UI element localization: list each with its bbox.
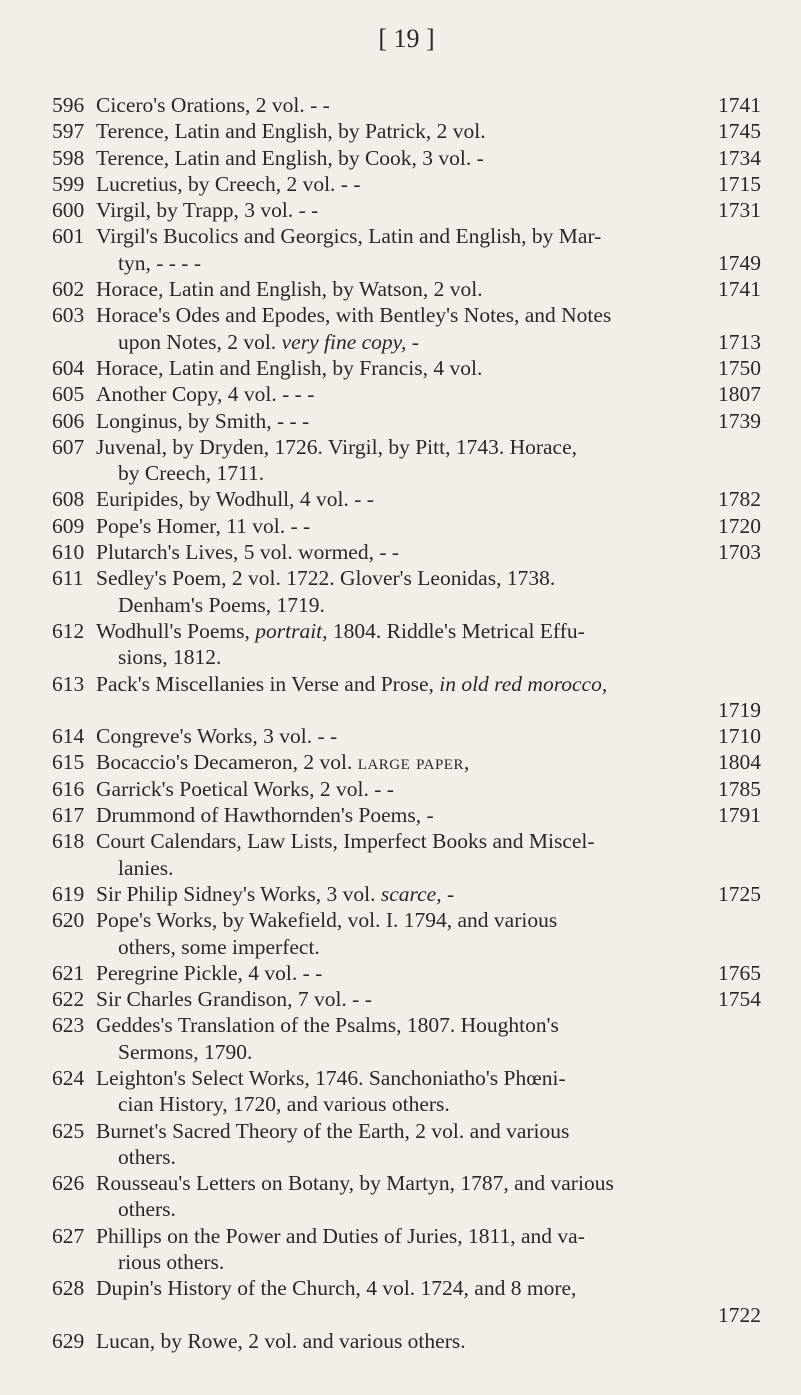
lot-description: Drummond of Hawthornden's Poems, - bbox=[96, 803, 434, 828]
list-item bbox=[52, 302, 761, 355]
lot-description: Court Calendars, Law Lists, Imperfect Books and Miscel- bbox=[96, 829, 595, 854]
lot-number: 604 bbox=[52, 355, 85, 380]
lot-year: 1713 bbox=[718, 329, 761, 354]
lot-number: 606 bbox=[52, 408, 85, 433]
list-item bbox=[52, 1170, 761, 1223]
lot-number: 598 bbox=[52, 145, 85, 170]
list-item bbox=[52, 1118, 761, 1171]
lot-number: 612 bbox=[52, 618, 85, 643]
lot-number: 627 bbox=[52, 1223, 85, 1248]
lot-year: 1804 bbox=[718, 750, 761, 775]
text-run: 1804. Riddle's Metrical Effu- bbox=[327, 618, 585, 643]
lot-description: Another Copy, 4 vol. - - - bbox=[96, 382, 315, 407]
list-item bbox=[52, 960, 761, 986]
lot-number: 601 bbox=[52, 224, 85, 249]
lot-number: 613 bbox=[52, 671, 85, 696]
lot-year: 1731 bbox=[718, 198, 761, 223]
lot-description: Juvenal, by Dryden, 1726. Virgil, by Pitt, 1743. Horace, bbox=[96, 434, 578, 459]
small-caps-note: large paper, bbox=[357, 750, 470, 775]
lot-year: 1741 bbox=[718, 277, 761, 302]
list-item bbox=[52, 355, 761, 381]
lot-year: 1739 bbox=[718, 408, 761, 433]
list-item bbox=[52, 1275, 761, 1328]
lot-description-cont: Sermons, 1790. bbox=[118, 1039, 253, 1064]
lot-year: 1725 bbox=[718, 881, 761, 906]
lot-description: Pope's Homer, 11 vol. - - bbox=[96, 513, 311, 538]
lot-description-cont: others. bbox=[118, 1144, 176, 1169]
list-item bbox=[52, 92, 761, 118]
lot-description-cont: lanies. bbox=[118, 855, 174, 880]
lot-description: Virgil's Bucolics and Georgics, Latin and English, by Mar- bbox=[96, 224, 602, 249]
lot-year: 1710 bbox=[718, 724, 761, 749]
list-item bbox=[52, 802, 761, 828]
list-item bbox=[52, 513, 761, 539]
lot-number: 619 bbox=[52, 881, 85, 906]
lot-number: 623 bbox=[52, 1013, 85, 1038]
list-item bbox=[52, 565, 761, 618]
lot-description: Sedley's Poem, 2 vol. 1722. Glover's Leonidas, 1738. bbox=[96, 566, 556, 591]
lot-number: 609 bbox=[52, 513, 85, 538]
text-run: Sir Philip Sidney's Works, 3 vol. bbox=[96, 881, 381, 906]
lot-year: 1782 bbox=[718, 487, 761, 512]
list-item bbox=[52, 539, 761, 565]
lot-number: 628 bbox=[52, 1276, 85, 1301]
lot-number: 626 bbox=[52, 1171, 85, 1196]
list-item bbox=[52, 618, 761, 671]
lot-description: Terence, Latin and English, by Cook, 3 vol. - bbox=[96, 145, 484, 170]
italic-note: in old red morocco, bbox=[439, 671, 608, 696]
lot-year: 1750 bbox=[718, 355, 761, 380]
list-item bbox=[52, 1065, 761, 1118]
list-item bbox=[52, 408, 761, 434]
list-item bbox=[52, 1223, 761, 1276]
lot-number: 597 bbox=[52, 119, 85, 144]
list-item bbox=[52, 723, 761, 749]
list-item bbox=[52, 1328, 761, 1354]
lot-description: Horace, Latin and English, by Francis, 4 vol. bbox=[96, 355, 483, 380]
text-run: - bbox=[406, 329, 419, 354]
lot-description-cont: cian History, 1720, and various others. bbox=[118, 1092, 450, 1117]
list-item bbox=[52, 828, 761, 881]
lot-year: 1722 bbox=[718, 1302, 761, 1327]
lot-description: Rousseau's Letters on Botany, by Martyn, 1787, and various bbox=[96, 1171, 614, 1196]
lot-description: Leighton's Select Works, 1746. Sanchoniatho's Phœni- bbox=[96, 1065, 566, 1090]
lot-number: 596 bbox=[52, 93, 85, 117]
list-item bbox=[52, 776, 761, 802]
lot-description: Horace's Odes and Epodes, with Bentley's Notes, and Notes bbox=[96, 303, 612, 328]
lot-number: 603 bbox=[52, 303, 85, 328]
lot-year: 1765 bbox=[718, 960, 761, 985]
lot-number: 608 bbox=[52, 487, 85, 512]
lot-number: 620 bbox=[52, 908, 85, 933]
lot-description: Cicero's Orations, 2 vol. - - bbox=[96, 93, 330, 117]
page-number: [ 19 ] bbox=[378, 24, 435, 53]
lot-description: Plutarch's Lives, 5 vol. wormed, - - bbox=[96, 540, 400, 565]
lot-description: Euripides, by Wodhull, 4 vol. - - bbox=[96, 487, 374, 512]
lot-description-cont: tyn, - - - - bbox=[118, 250, 201, 275]
lot-description: Pope's Works, by Wakefield, vol. I. 1794, and various bbox=[96, 908, 558, 933]
lot-number: 624 bbox=[52, 1065, 85, 1090]
italic-note: scarce, bbox=[380, 881, 442, 906]
lot-year: 1754 bbox=[718, 987, 761, 1012]
lot-description: Peregrine Pickle, 4 vol. - - bbox=[96, 960, 323, 985]
list-item bbox=[52, 1012, 761, 1065]
list-item bbox=[52, 749, 761, 775]
list-item bbox=[52, 907, 761, 960]
lot-description bbox=[96, 618, 761, 644]
list-item bbox=[52, 671, 761, 724]
lot-number: 629 bbox=[52, 1328, 85, 1353]
lot-year: 1745 bbox=[718, 119, 761, 144]
lot-description-cont: others, some imperfect. bbox=[118, 934, 320, 959]
lot-number: 607 bbox=[52, 434, 85, 459]
lot-description: Virgil, by Trapp, 3 vol. - - bbox=[96, 198, 319, 223]
text-run: Wodhull's Poems, bbox=[96, 618, 256, 643]
lot-number: 600 bbox=[52, 198, 85, 223]
list-item bbox=[52, 197, 761, 223]
lot-year: 1791 bbox=[718, 803, 761, 828]
list-item bbox=[52, 145, 761, 171]
lot-number: 617 bbox=[52, 803, 85, 828]
list-item bbox=[52, 118, 761, 144]
lot-year: 1807 bbox=[718, 382, 761, 407]
lot-description: Garrick's Poetical Works, 2 vol. - - bbox=[96, 776, 394, 801]
lot-description: Sir Charles Grandison, 7 vol. - - bbox=[96, 987, 372, 1012]
lot-number: 599 bbox=[52, 171, 85, 196]
lot-description bbox=[96, 881, 681, 907]
list-item bbox=[52, 486, 761, 512]
lot-description: Longinus, by Smith, - - - bbox=[96, 408, 310, 433]
lot-number: 618 bbox=[52, 829, 85, 854]
lot-year: 1720 bbox=[718, 513, 761, 538]
list-item bbox=[52, 986, 761, 1012]
lot-description: Congreve's Works, 3 vol. - - bbox=[96, 724, 338, 749]
lot-description bbox=[96, 749, 681, 775]
lot-description: Terence, Latin and English, by Patrick, 2 vol. bbox=[96, 119, 486, 144]
lot-number: 614 bbox=[52, 724, 85, 749]
lot-description: Burnet's Sacred Theory of the Earth, 2 vol. and various bbox=[96, 1118, 570, 1143]
text-run: Bocaccio's Decameron, 2 vol. bbox=[96, 750, 358, 775]
lot-description-cont: others. bbox=[118, 1197, 176, 1222]
lot-number: 622 bbox=[52, 987, 85, 1012]
lot-description-cont: rious others. bbox=[118, 1250, 225, 1275]
lot-number: 611 bbox=[52, 566, 84, 591]
lot-number: 621 bbox=[52, 960, 85, 985]
lot-description-cont: sions, 1812. bbox=[118, 645, 222, 670]
lot-year: 1785 bbox=[718, 776, 761, 801]
lot-description: Dupin's History of the Church, 4 vol. 1724, and 8 more, bbox=[96, 1276, 577, 1301]
list-item bbox=[52, 171, 761, 197]
lot-number: 602 bbox=[52, 277, 85, 302]
lot-number: 610 bbox=[52, 540, 85, 565]
lot-description bbox=[96, 671, 761, 697]
lot-description-cont: Denham's Poems, 1719. bbox=[118, 592, 325, 617]
lot-year: 1741 bbox=[718, 93, 761, 117]
italic-note: portrait, bbox=[255, 618, 328, 643]
lot-year: 1749 bbox=[718, 250, 761, 275]
list-item bbox=[52, 381, 761, 407]
list-item bbox=[52, 276, 761, 302]
lot-year: 1734 bbox=[718, 145, 761, 170]
lot-description: Lucan, by Rowe, 2 vol. and various others. bbox=[96, 1328, 466, 1353]
text-run: Pack's Miscellanies in Verse and Prose, bbox=[96, 671, 440, 696]
lot-year: 1719 bbox=[718, 697, 761, 722]
list-item bbox=[52, 881, 761, 907]
lot-description: Horace, Latin and English, by Watson, 2 vol. bbox=[96, 277, 483, 302]
lot-year: 1703 bbox=[718, 540, 761, 565]
lot-description: Geddes's Translation of the Psalms, 1807. Houghton's bbox=[96, 1013, 559, 1038]
lot-number: 625 bbox=[52, 1118, 85, 1143]
text-run: upon Notes, 2 vol. bbox=[118, 329, 282, 354]
list-item bbox=[52, 434, 761, 487]
italic-note: very fine copy, bbox=[281, 329, 407, 354]
lot-number: 615 bbox=[52, 750, 85, 775]
lot-description-cont bbox=[118, 329, 681, 355]
text-run: - bbox=[441, 881, 455, 906]
lot-description: Lucretius, by Creech, 2 vol. - - bbox=[96, 171, 361, 196]
lot-number: 605 bbox=[52, 382, 85, 407]
lot-year: 1715 bbox=[718, 171, 761, 196]
lot-number: 616 bbox=[52, 776, 85, 801]
lot-description-cont: by Creech, 1711. bbox=[118, 461, 265, 486]
list-item bbox=[52, 223, 761, 276]
lot-description: Phillips on the Power and Duties of Juries, 1811, and va- bbox=[96, 1223, 585, 1248]
